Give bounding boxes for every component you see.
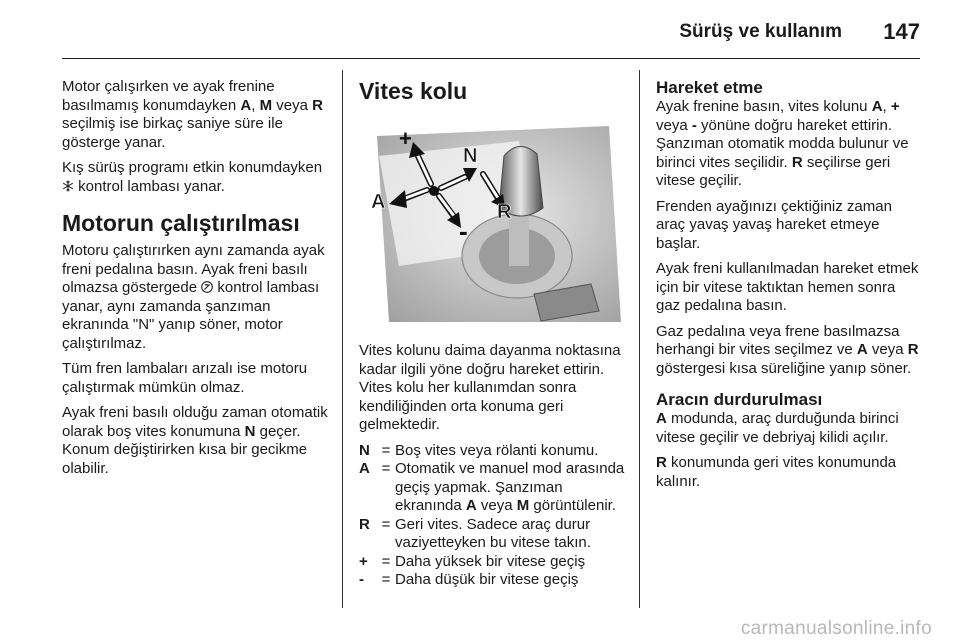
definition-item: N = Boş vites veya rölanti konumu. (359, 441, 599, 459)
label-n: N (463, 145, 478, 167)
paragraph: Motoru çalıştırırken aynı zamanda ayak freni pedalına basın. Ayak freni basılı olmazsa göstergede kontrol lambası yanar, aynı zamanda şanzıman ekranında "N" yanıp söner, motor çalıştırılmaz. (62, 242, 325, 352)
paragraph: Ayak freni basılı olduğu zaman otomatik olarak boş vites konumuna N geçer. Konum değiştirirken kısa bir gecikme olabilir. (62, 404, 328, 477)
definition-item: + = Daha yüksek bir vitese geçiş (359, 552, 586, 570)
column-left (62, 78, 330, 485)
paragraph: Ayak frenine basın, vites kolunu A, + veya - yönüne doğru hareket ettirin. Şanzıman otomatik modda bulunur ve birinci vites seçilidir. R seçilirse geri vitese geçilir. (656, 98, 909, 189)
section-heading: Vites kolu (359, 78, 468, 104)
paragraph: Kış sürüş programı etkin konumdayken kontrol lambası yanar. (62, 159, 323, 195)
snowflake-icon (62, 180, 74, 192)
column-right (656, 78, 920, 498)
section-heading: Aracın durdurulması (656, 390, 823, 409)
header-title: Sürüş ve kullanım (679, 21, 842, 42)
column-middle (359, 78, 627, 590)
gear-lever-photo (359, 116, 627, 332)
definition-item: R = Geri vites. Sadece araç durur vaziyetteyken bu vitese takın. (359, 515, 591, 551)
paragraph: Tüm fren lambaları arızalı ise motoru çalıştırmak mümkün olmaz. (62, 360, 308, 396)
watermark: carmanualsonline.info (740, 618, 932, 639)
page-number: 147 (883, 19, 920, 44)
label-a: A (371, 191, 386, 213)
paragraph: A modunda, araç durduğunda birinci vitese geçilir ve debriyaj kilidi açılır. (656, 410, 899, 446)
label-minus: - (459, 216, 468, 246)
column-divider (639, 70, 640, 608)
paragraph: Gaz pedalına veya frene basılmazsa herhangi bir vites seçilmez ve A veya R göstergesi kısa süreliğine yanıp söner. (656, 322, 919, 377)
paragraph: Ayak freni kullanılmadan hareket etmek için bir vitese taktıktan hemen sonra gaz pedalına basın. (656, 260, 919, 314)
definition-item: - = Daha düşük bir vitese geçiş (359, 571, 579, 588)
definition-item: A = Otomatik ve manuel mod arasında geçiş yapmak. Şanzıman ekranında A veya M görüntülenir. (359, 460, 625, 514)
paragraph: Frenden ayağınızı çektiğiniz zaman araç yavaş yavaş hareket etmeye başlar. (656, 197, 892, 252)
definition-list (359, 442, 627, 590)
label-r: R (497, 201, 512, 223)
paragraph: Motor çalışırken ve ayak frenine basılmamış konumdayken A, M veya R seçilmiş ise birkaç saniye süre ile gösterge yanar. (62, 78, 323, 151)
page-header (62, 0, 920, 59)
column-divider (342, 70, 343, 608)
brake-pedal-warning-icon (201, 281, 213, 293)
paragraph: Vites kolunu daima dayanma noktasına kadar ilgili yöne doğru hareket ettirin. Vites kolu her kullanımdan sonra kendiliğinden orta konuma geri gelmektedir. (359, 342, 621, 433)
section-heading: Hareket etme (656, 78, 763, 97)
paragraph: R konumunda geri vites konumunda kalınır. (656, 454, 897, 490)
label-plus: + (399, 126, 412, 151)
section-heading: Motorun çalıştırılması (62, 210, 300, 236)
